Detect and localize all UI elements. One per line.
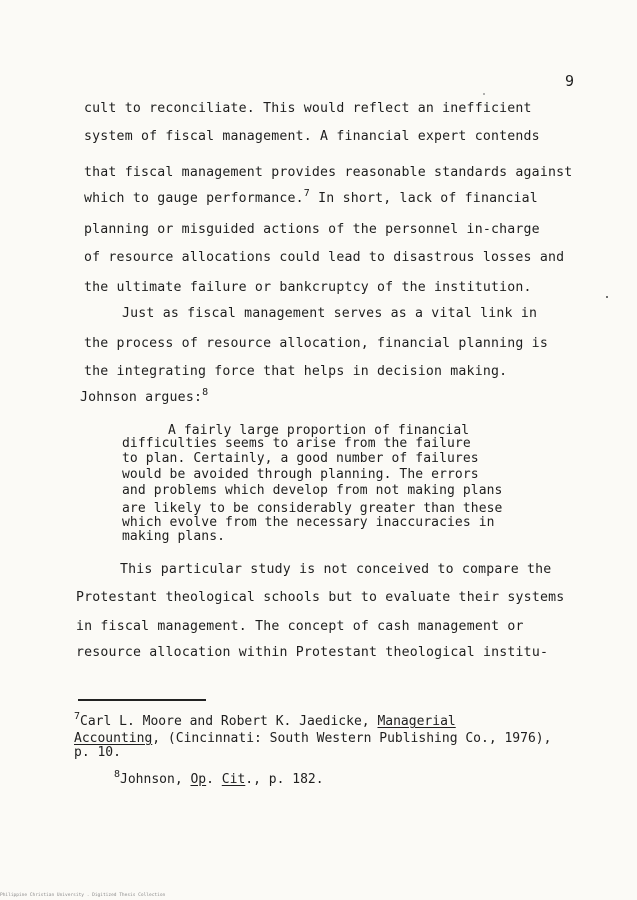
body-line: planning or misguided actions of the personnel in-charge (84, 222, 540, 237)
footnote-ref: 7 (303, 188, 311, 199)
scan-speck (483, 93, 485, 95)
block-quote-line: to plan. Certainly, a good number of failures (122, 451, 479, 466)
book-title: Accounting (74, 731, 153, 746)
block-quote-line: are likely to be considerably greater than these (122, 501, 503, 516)
body-line: the integrating force that helps in decision making. (84, 364, 508, 379)
book-title: Managerial (377, 714, 456, 729)
body-line: which to gauge performance.$^7$ In short, lack of financial (84, 188, 538, 206)
body-line: that fiscal management provides reasonable standards against (84, 165, 573, 180)
body-line: in fiscal management. The concept of cash management or (76, 619, 524, 634)
body-line: the process of resource allocation, financial planning is (84, 336, 548, 351)
body-line: the ultimate failure or bankcruptcy of the institution. (84, 280, 532, 295)
body-line: Johnson argues:$^8$ (80, 387, 209, 405)
block-quote-line: making plans. (122, 529, 226, 544)
body-line: cult to reconciliate. This would reflect an inefficient (84, 101, 532, 116)
body-line: resource allocation within Protestant theological institu- (76, 645, 549, 660)
body-line: of resource allocations could lead to disastrous losses and (84, 250, 565, 265)
block-quote-line: and problems which develop from not making plans (122, 483, 503, 498)
page-number: 9 (565, 72, 575, 90)
footnote-7-cont: p. 10. (74, 745, 121, 760)
body-line: This particular study is not conceived to compare the (120, 562, 552, 577)
block-quote-line: would be avoided through planning. The errors (122, 467, 479, 482)
footnote-7: $^7$Carl L. Moore and Robert K. Jaedicke, Managerial (74, 711, 456, 729)
body-line: Just as fiscal management serves as a vital link in (122, 306, 538, 321)
scan-speck (606, 296, 608, 298)
block-quote-line: A fairly large proportion of financial (168, 423, 470, 438)
block-quote-line: difficulties seems to arise from the failure (122, 436, 471, 451)
footnote-8: $^8$Johnson, Op. Cit., p. 182. (114, 769, 324, 787)
body-line: Protestant theological schools but to evaluate their systems (76, 590, 565, 605)
footnote-7-cont: Accounting, (Cincinnati: South Western Publishing Co., 1976), (74, 731, 552, 746)
body-line: system of fiscal management. A financial expert contends (84, 129, 540, 144)
footnote-ref: 8 (202, 387, 209, 398)
scan-footer: Philippine Christian University . Digitized Thesis Collection (0, 893, 166, 898)
block-quote-line: which evolve from the necessary inaccuracies in (122, 515, 495, 530)
footnote-rule (78, 699, 206, 701)
